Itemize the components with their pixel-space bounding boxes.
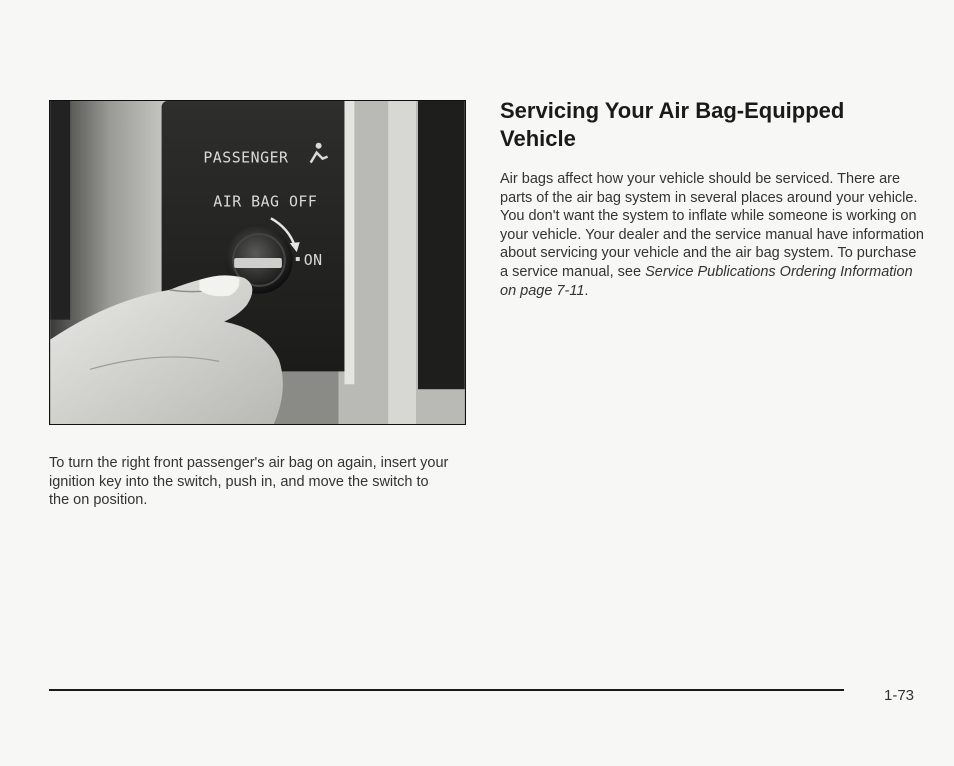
dash-right-recess — [418, 101, 465, 389]
dash-right-highlight — [388, 101, 416, 424]
ignition-key — [234, 258, 282, 268]
section-body-end: . — [584, 282, 589, 299]
cross-reference-link: Service Publications Ordering Information on page 7-11 — [500, 263, 913, 299]
page-number: 1-73 — [884, 687, 915, 704]
panel-edge — [344, 101, 354, 384]
panel-label-on: ON — [303, 250, 323, 269]
panel-label-passenger: PASSENGER — [203, 148, 289, 167]
section-body — [500, 170, 925, 300]
panel-label-airbag-off: AIR BAG OFF — [213, 192, 318, 211]
airbag-switch-photo — [49, 100, 466, 425]
on-indicator-dot — [296, 257, 300, 261]
section-heading: Servicing Your Air Bag-Equipped Vehicle — [500, 98, 845, 151]
section-body-text: Air bags affect how your vehicle should be serviced. There are parts of the air bag system in several places around your vehicle. You don't want the system to inflate while someone is working on your vehicle. Your dealer and the service manual have information about servicing your vehicle and the air bag system. To purchase a service manual, see — [500, 171, 924, 280]
figure-caption: To turn the right front passenger's air bag on again, insert your ignition key into the switch, push in, and move the switch to the on position. — [49, 455, 449, 508]
fingernail — [199, 275, 239, 296]
footer-rule — [49, 689, 844, 691]
dash-left-shadow — [50, 101, 70, 320]
